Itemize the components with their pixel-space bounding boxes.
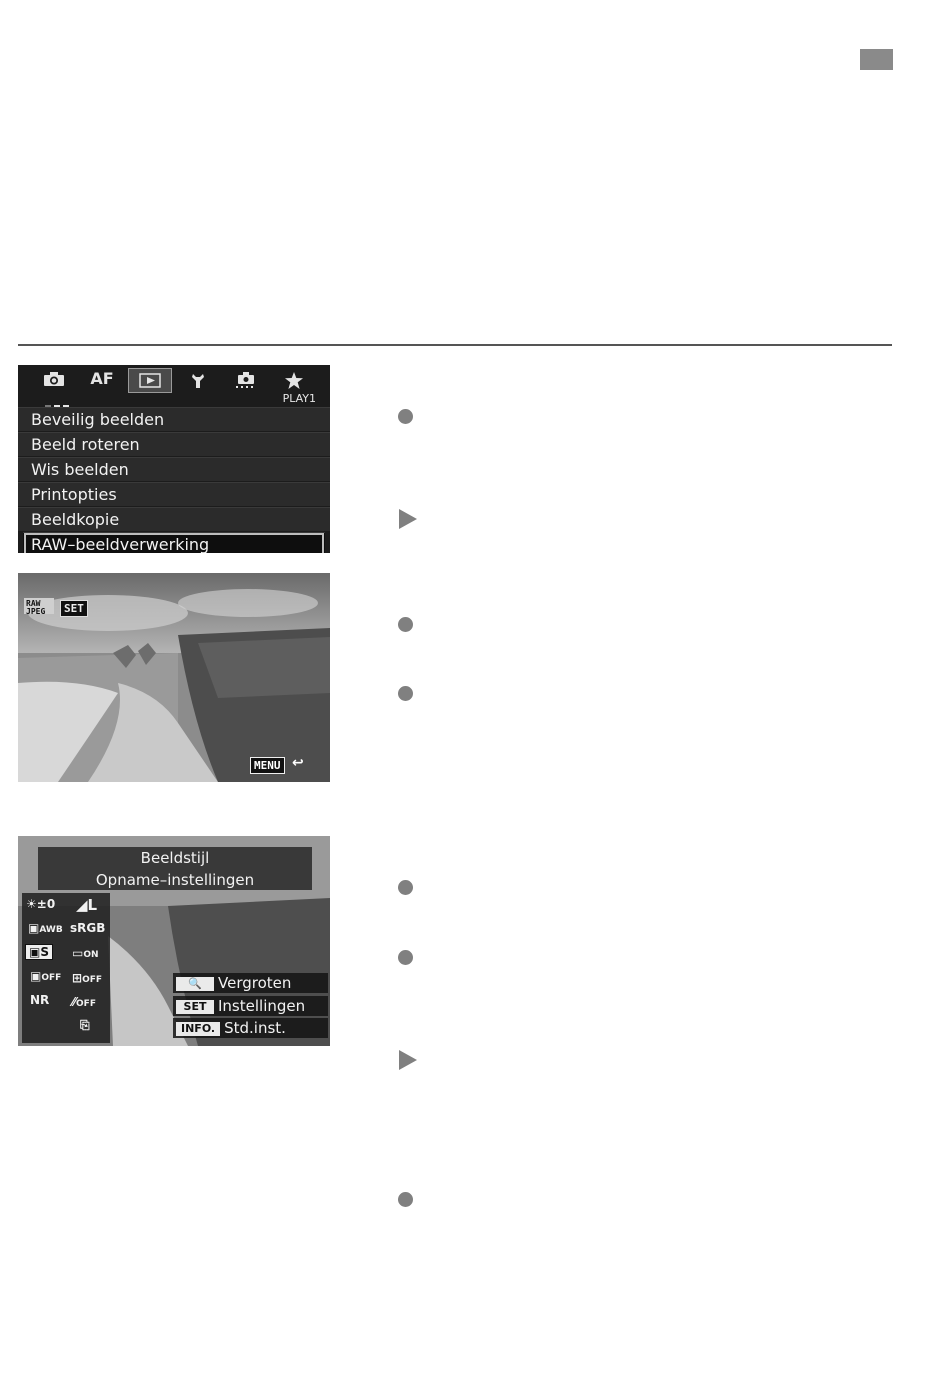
menu-item-raw-processing[interactable]: RAW–beeldverwerking — [23, 532, 325, 553]
step-bullet — [398, 409, 413, 424]
step-bullet — [398, 880, 413, 895]
settings-hint: SET Instellingen — [173, 996, 328, 1016]
info-key-badge: INFO. — [176, 1022, 220, 1036]
menu-tabs — [18, 365, 330, 392]
step-bullet — [398, 617, 413, 632]
noise-reduction-param[interactable]: NR — [30, 993, 50, 1007]
tab-setup[interactable] — [176, 368, 220, 390]
result-arrow-icon — [399, 1050, 417, 1070]
af-tab-label: AF — [90, 369, 114, 388]
menu-item-rotate[interactable]: Beeld roteren — [18, 432, 330, 456]
white-balance-param[interactable]: ▣AWB — [28, 921, 63, 935]
wrench-icon — [190, 372, 206, 389]
setting-subtitle: Opname–instellingen — [95, 871, 255, 889]
picture-style-param[interactable]: ▣S — [25, 944, 53, 960]
zoom-hint: 🔍 Vergroten — [173, 973, 328, 993]
tab-shooting[interactable] — [32, 368, 76, 390]
menu-item-print-order[interactable]: Printopties — [18, 482, 330, 506]
step-bullet — [398, 686, 413, 701]
brightness-param[interactable]: ☀±0 — [26, 897, 56, 911]
menu-button-badge: MENU — [250, 757, 285, 774]
chapter-tab-marker — [860, 49, 893, 70]
magnify-icon: 🔍 — [176, 977, 214, 991]
lens-correction-param[interactable]: ▭ON — [72, 946, 99, 960]
save-icon[interactable]: ⎘ — [80, 1018, 90, 1032]
auto-lighting-param[interactable]: ▣OFF — [30, 969, 62, 983]
quality-param[interactable]: ◢L — [76, 896, 98, 914]
menu-item-image-copy[interactable]: Beeldkopie — [18, 507, 330, 531]
section-divider — [18, 344, 892, 346]
chromatic-aberration-param[interactable]: ⁄⁄OFF — [72, 995, 96, 1009]
play-icon — [139, 373, 161, 388]
camera-icon — [43, 372, 65, 387]
result-arrow-icon — [399, 509, 417, 529]
distortion-param[interactable]: ⊞OFF — [72, 971, 103, 985]
set-button-badge: SET — [60, 600, 88, 617]
step-bullet — [398, 950, 413, 965]
raw-image-preview — [18, 573, 330, 782]
custom-camera-icon — [235, 372, 257, 389]
menu-item-erase[interactable]: Wis beelden — [18, 457, 330, 481]
menu-item-list — [18, 407, 330, 553]
setting-title-box — [38, 847, 312, 890]
menu-item-protect[interactable]: Beveilig beelden — [18, 407, 330, 431]
step-bullet — [398, 1192, 413, 1207]
playback-menu-screen — [18, 365, 330, 553]
set-key-badge: SET — [176, 1000, 214, 1014]
star-icon — [285, 372, 303, 389]
color-space-param[interactable]: sRGB — [70, 921, 106, 935]
return-icon: ↩ — [292, 755, 304, 771]
tab-af[interactable] — [80, 368, 124, 390]
raw-jpeg-icon: RAW JPEG — [24, 598, 54, 614]
setting-title: Beeldstijl — [140, 849, 210, 867]
page-label: PLAY1 — [282, 392, 316, 405]
tab-playback[interactable] — [128, 368, 172, 393]
default-hint: INFO. Std.inst. — [173, 1018, 328, 1038]
processing-params-panel — [22, 893, 110, 1043]
tab-mymenu[interactable] — [272, 368, 316, 390]
raw-processing-settings-screen — [18, 836, 330, 1046]
tab-custom[interactable] — [224, 368, 268, 390]
